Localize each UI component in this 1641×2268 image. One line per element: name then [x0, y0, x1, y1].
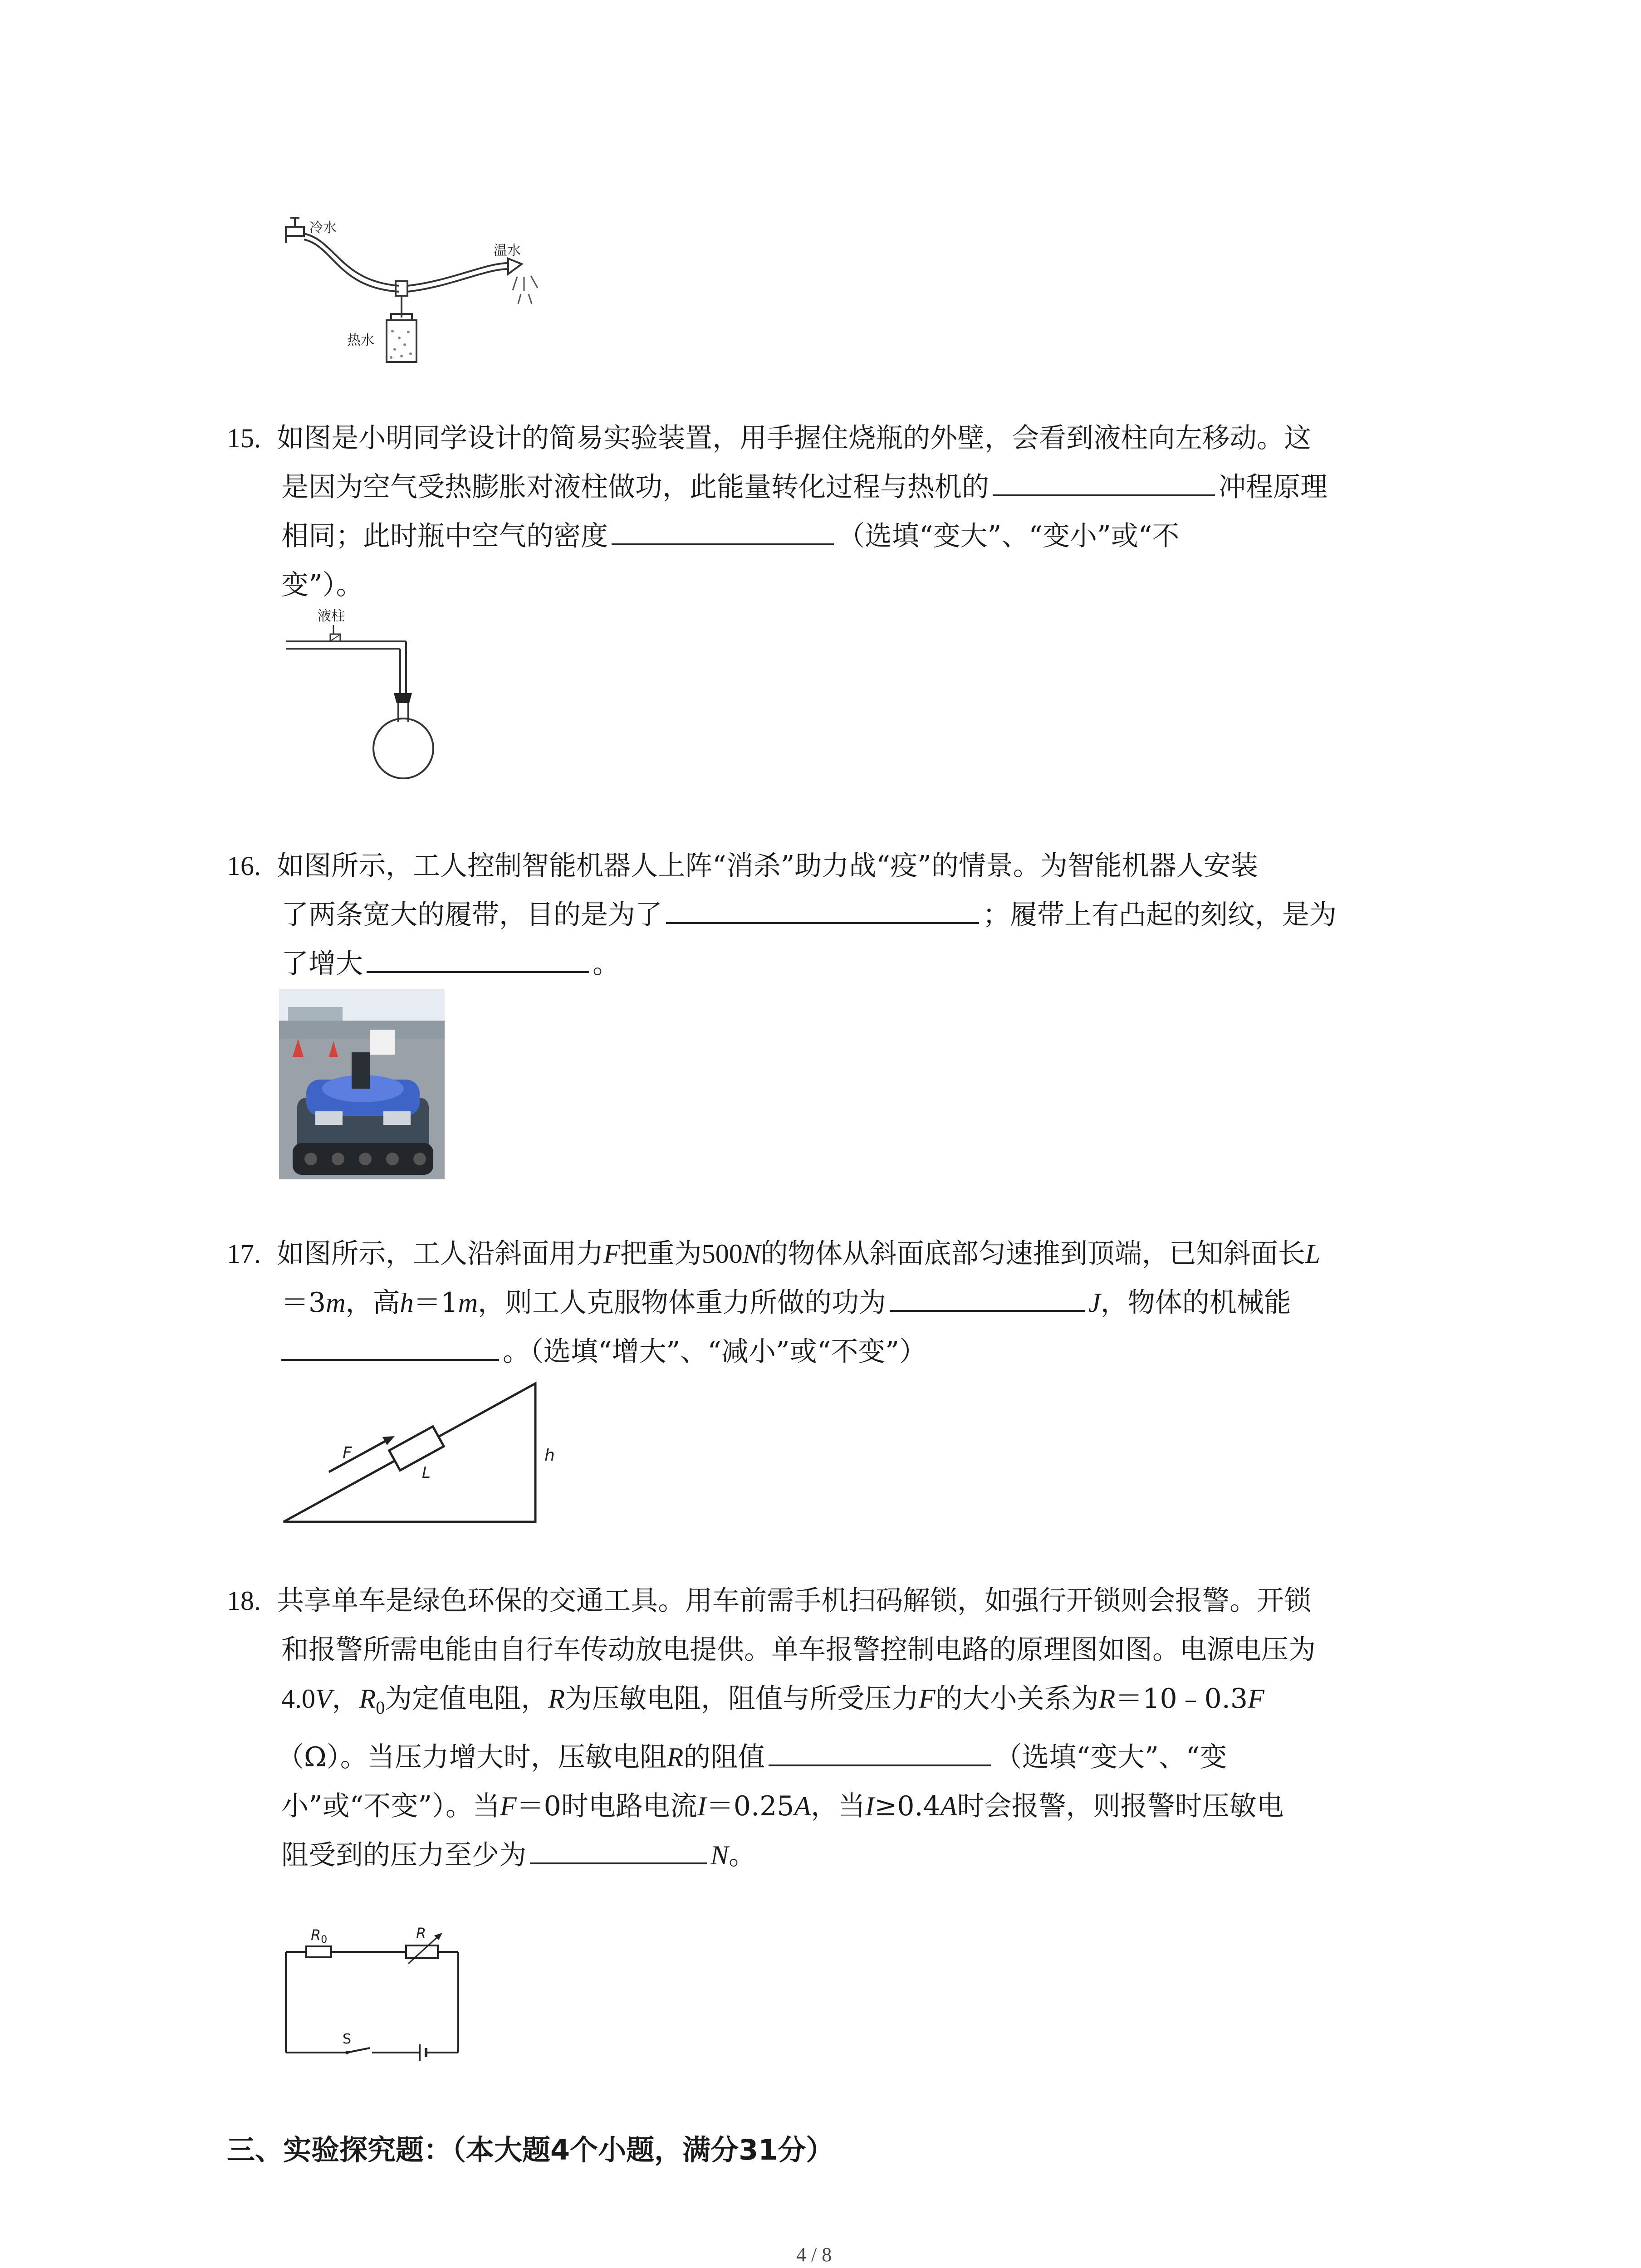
label-liquid-column: 液柱	[318, 608, 345, 624]
label-R: R	[416, 1925, 426, 1942]
shower-diagram	[272, 213, 554, 367]
q15-line3: 相同；此时瓶中空气的密度 （选填“变大”、“变小”或“不	[281, 512, 1179, 561]
q16-number: 16.	[227, 851, 261, 881]
label-h: h	[544, 1446, 555, 1465]
q18-blank-2[interactable]	[530, 1835, 707, 1864]
q16-line3: 了增大 。	[281, 939, 620, 988]
label-R0: R0	[311, 1926, 328, 1945]
q15-number: 15.	[227, 423, 261, 453]
q17-line1: 17. 如图所示，工人沿斜面用力F把重为500N的物体从斜面底部匀速推到顶端，已知斜面长L	[227, 1238, 1321, 1270]
q18-line2: 和报警所需电能由自行车传动放电提供。单车报警控制电路的原理图如图。电源电压为	[281, 1634, 1316, 1666]
label-S: S	[343, 2031, 352, 2047]
flask-diagram	[281, 603, 445, 794]
q16-line1: 16. 如图所示，工人控制智能机器人上阵“消杀”助力战“疫”的情景。为智能机器人安装	[227, 850, 1258, 882]
robot-photo	[279, 989, 445, 1179]
q17-number: 17.	[227, 1239, 261, 1269]
label-L: L	[422, 1464, 431, 1482]
q18-line5: 小”或“不变”）。当F＝0时电路电流I＝0.25A，当I≥0.4A时会报警，则报警时压敏电	[281, 1790, 1284, 1822]
circuit-diagram	[279, 1916, 470, 2071]
label-hot-water: 热水	[347, 332, 374, 348]
label-warm-water: 温水	[494, 243, 521, 259]
q17-line3: 。（选填“增大”、“减小”或“不变”）	[281, 1327, 926, 1376]
page-number: 4 / 8	[796, 2244, 832, 2266]
q15-blank-1[interactable]	[993, 467, 1215, 496]
q18-line1: 18. 共享单车是绿色环保的交通工具。用车前需手机扫码解锁，如强行开锁则会报警。开锁	[227, 1585, 1312, 1617]
q15-line2: 是因为空气受热膨胀对液柱做功，此能量转化过程与热机的 冲程原理	[281, 463, 1327, 512]
section3-title: 三、实验探究题：（本大题4个小题，满分31分）	[227, 2133, 834, 2166]
q18-line3: 4.0V，$R_0$为定值电阻，R为压敏电阻，阻值与所受压力F的大小关系为R＝10﹣0.3F	[281, 1683, 1264, 1718]
q15-line1: 15. 如图是小明同学设计的简易实验装置，用手握住烧瓶的外壁，会看到液柱向左移动。这	[227, 422, 1312, 454]
q18-number: 18.	[227, 1586, 261, 1616]
q16-blank-1[interactable]	[666, 895, 979, 924]
incline-diagram	[279, 1379, 569, 1529]
q15-line4: 变”）。	[281, 569, 363, 601]
q17-line2: ＝3m，高h＝1m，则工人克服物体重力所做的功为 J，物体的机械能	[281, 1278, 1291, 1327]
label-F: F	[343, 1444, 352, 1462]
q18-blank-1[interactable]	[769, 1737, 991, 1766]
label-cold-water: 冷水	[309, 220, 337, 236]
q18-line6: 阻受到的压力至少为 N。	[281, 1831, 756, 1880]
q17-blank-1[interactable]	[890, 1283, 1085, 1312]
q17-blank-2[interactable]	[281, 1332, 499, 1361]
q15-blank-2[interactable]	[612, 516, 834, 545]
q16-blank-2[interactable]	[367, 944, 589, 973]
q18-line4: （Ω）。当压力增大时，压敏电阻R的阻值 （选填“变大”、“变	[277, 1733, 1227, 1782]
q16-line2: 了两条宽大的履带，目的是为了 ；履带上有凸起的刻纹，是为	[281, 890, 1337, 939]
